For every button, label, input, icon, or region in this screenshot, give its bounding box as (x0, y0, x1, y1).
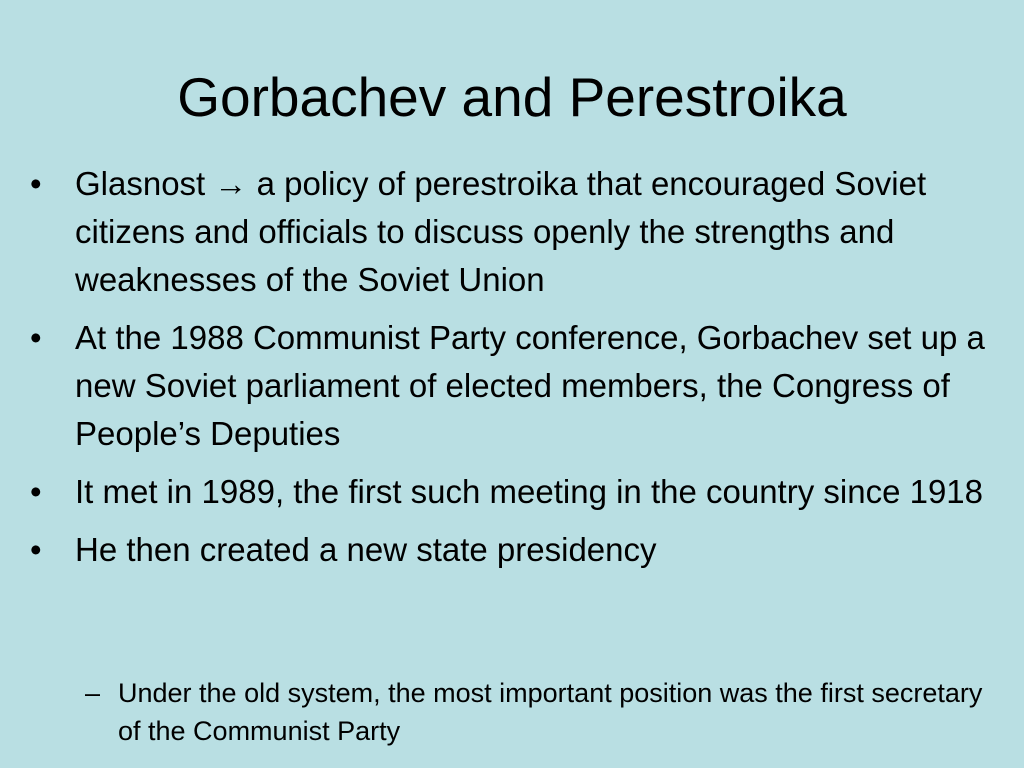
right-arrow-icon: → (214, 165, 248, 202)
sub-bullet-first-secretary (30, 674, 990, 750)
bullet-glasnost (30, 160, 1000, 304)
slide-title: Gorbachev and Perestroika (177, 66, 847, 128)
bullet-marker: • (30, 319, 42, 356)
bullet-text: It met in 1989, the first such meeting in the country since 1918 (75, 473, 983, 510)
bullet-marker: • (30, 531, 42, 568)
sub-bullet-marker: – (85, 678, 101, 708)
bullet-list (30, 160, 1000, 584)
bullet-text: a policy of perestroika that encouraged Soviet citizens and officials to discuss openly the strengths and weaknesses of the Soviet Union (75, 165, 927, 298)
bullet-text: At the 1988 Communist Party conference, Gorbachev set up a new Soviet parliament of elected members, the Congress of People’s Deputies (75, 319, 985, 452)
bullet-state-presidency (30, 526, 1000, 574)
sub-bullet-container (30, 676, 990, 750)
bullet-1989-meeting (30, 468, 1000, 516)
bullet-lead: Glasnost (75, 165, 206, 202)
bullet-1988-conference (30, 314, 1000, 458)
sub-bullet-text: Under the old system, the most important position was the first secretary of the Communist Party (118, 678, 983, 746)
bullet-text: He then created a new state presidency (75, 531, 657, 568)
bullet-marker: • (30, 473, 42, 510)
bullet-marker: • (30, 165, 42, 202)
